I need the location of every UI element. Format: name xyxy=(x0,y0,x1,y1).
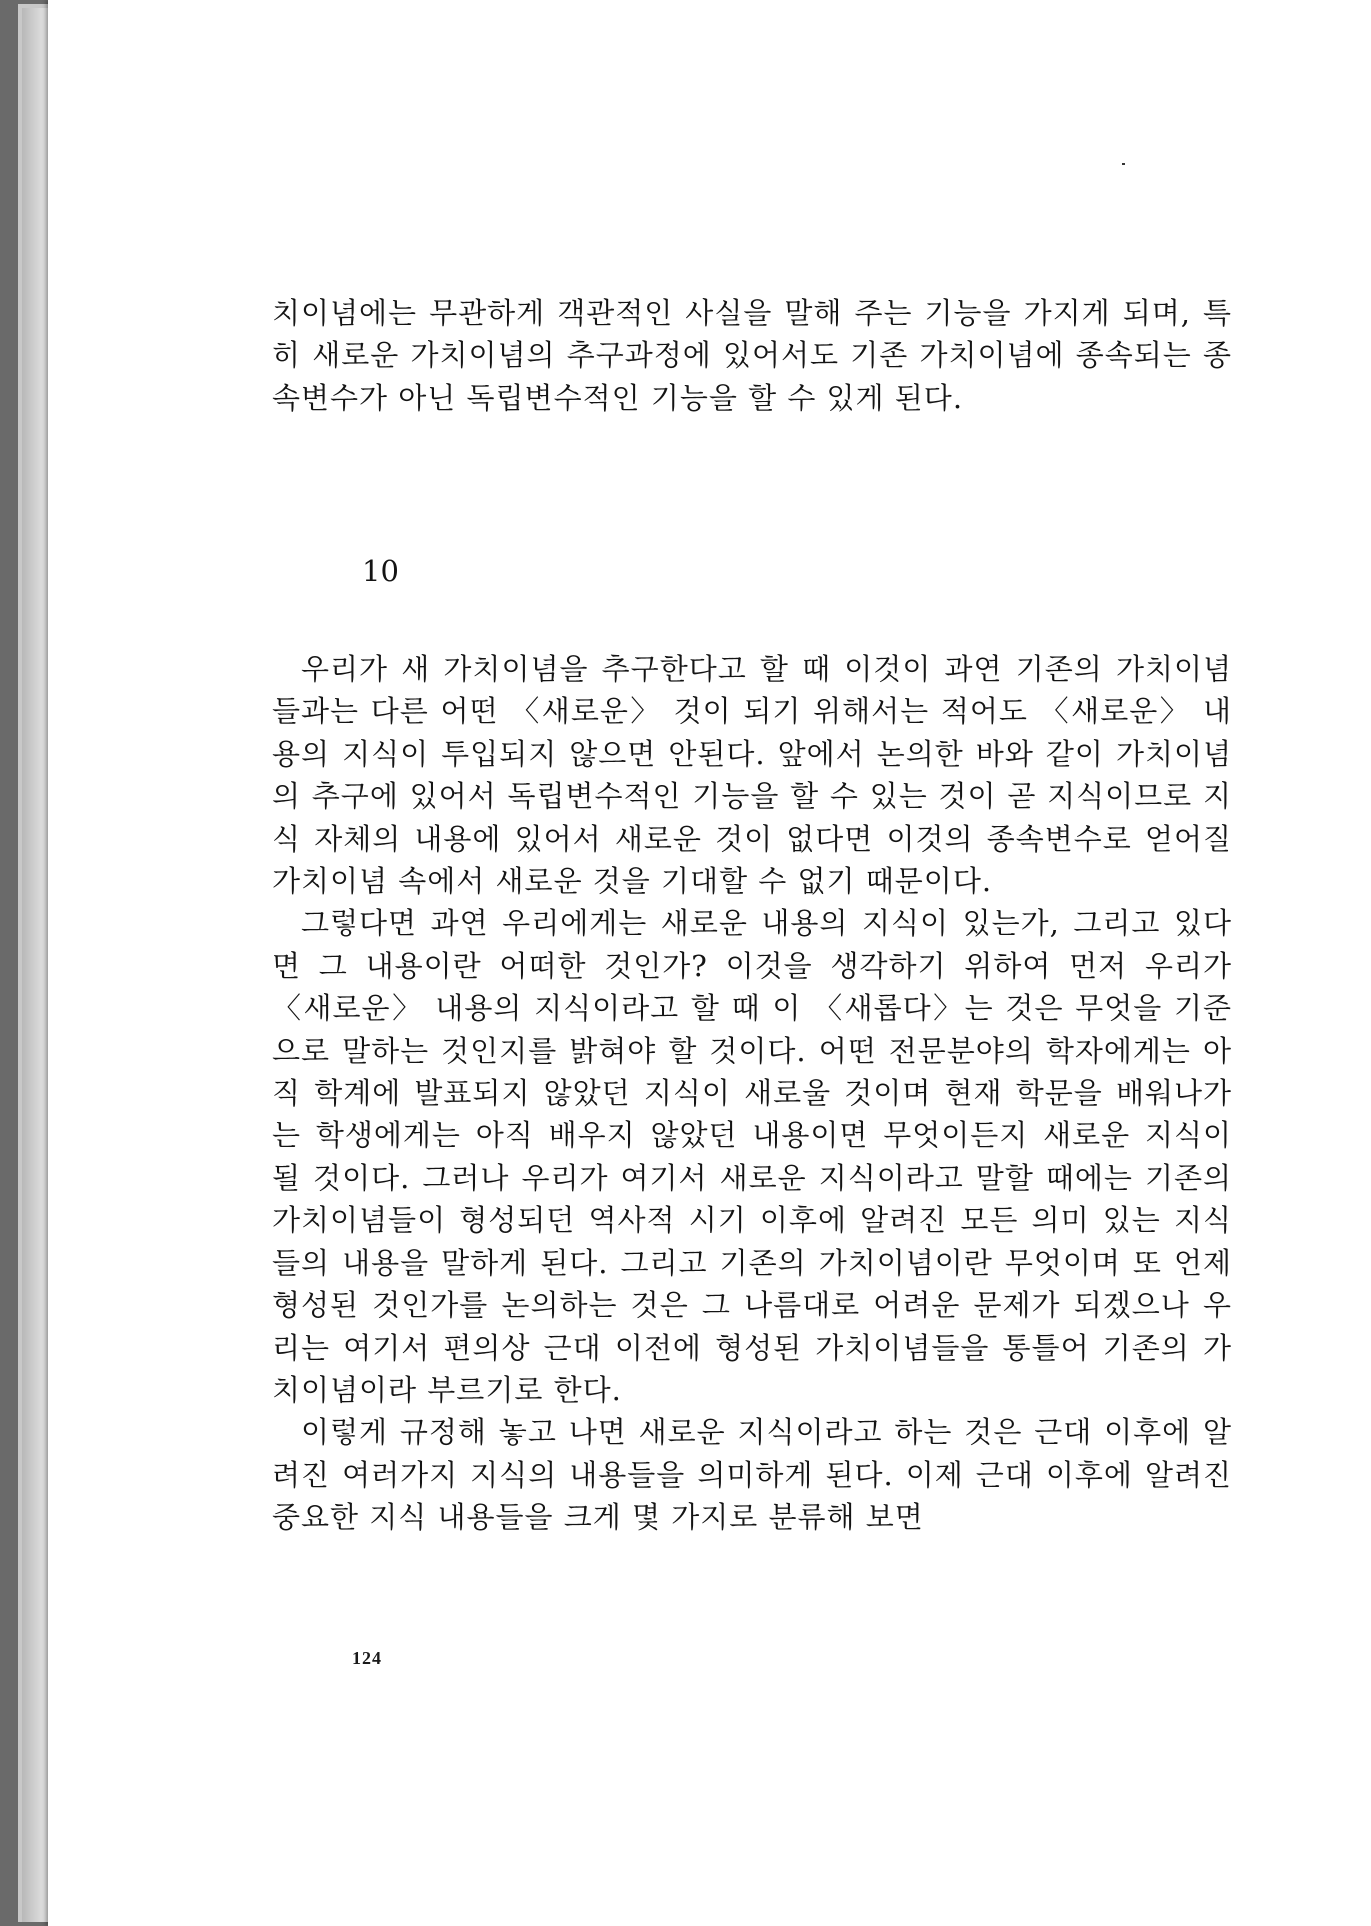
section-body xyxy=(272,648,1232,1539)
continued-paragraph: 치이념에는 무관하게 객관적인 사실을 말해 주는 기능을 가지게 되며, 특히 새로운 가치이념의 추구과정에 있어서도 기존 가치이념에 종속되는 종속변수가 아닌 독립변수적인 기능을 할 수 있게 된다. xyxy=(272,296,1232,415)
page-number: 124 xyxy=(352,1648,382,1668)
book-page xyxy=(48,0,1371,1926)
body-paragraph: 우리가 새 가치이념을 추구한다고 할 때 이것이 과연 기존의 가치이념들과는 다른 어떤 〈새로운〉 것이 되기 위해서는 적어도 〈새로운〉 내용의 지식이 투입되지 않으면 안된다. 앞에서 논의한 바와 같이 가치이념의 추구에 있어서 독립변수적인 기능을 할 수 있는 것이 곧 지식이므로 지식 자체의 내용에 있어서 새로운 것이 없다면 이것의 종속변수로 얻어질 가치이념 속에서 새로운 것을 기대할 수 없기 때문이다. xyxy=(272,652,1232,899)
body-paragraph: 그렇다면 과연 우리에게는 새로운 내용의 지식이 있는가, 그리고 있다면 그 내용이란 어떠한 것인가? 이것을 생각하기 위하여 먼저 우리가 〈새로운〉 내용의 지식이라고 할 때 이 〈새롭다〉는 것은 무엇을 기준으로 말하는 것인지를 밝혀야 할 것이다. 어떤 전문분야의 학자에게는 아직 학계에 발표되지 않았던 지식이 새로울 것이며 현재 학문을 배워나가는 학생에게는 아직 배우지 않았던 내용이면 무엇이든지 새로운 지식이 될 것이다. 그러나 우리가 여기서 새로운 지식이라고 말할 때에는 기존의 가치이념들이 형성되던 역사적 시기 이후에 알려진 모든 의미 있는 지식들의 내용을 말하게 된다. 그리고 기존의 가치이념이란 무엇이며 또 언제 형성된 것인가를 논의하는 것은 그 나름대로 어려운 문제가 되겠으나 우리는 여기서 편의상 근대 이전에 형성된 가치이념들을 통틀어 기존의 가치이념이라 부르기로 한다. xyxy=(272,906,1232,1407)
continued-paragraph-block xyxy=(272,292,1232,419)
body-paragraph: 이렇게 규정해 놓고 나면 새로운 지식이라고 하는 것은 근대 이후에 알려진 여러가지 지식의 내용들을 의미하게 된다. 이제 근대 이후에 알려진 중요한 지식 내용들을 크게 몇 가지로 분류해 보면 xyxy=(272,1415,1232,1535)
ink-speck xyxy=(1122,163,1125,165)
section-number: 10 xyxy=(362,554,399,588)
